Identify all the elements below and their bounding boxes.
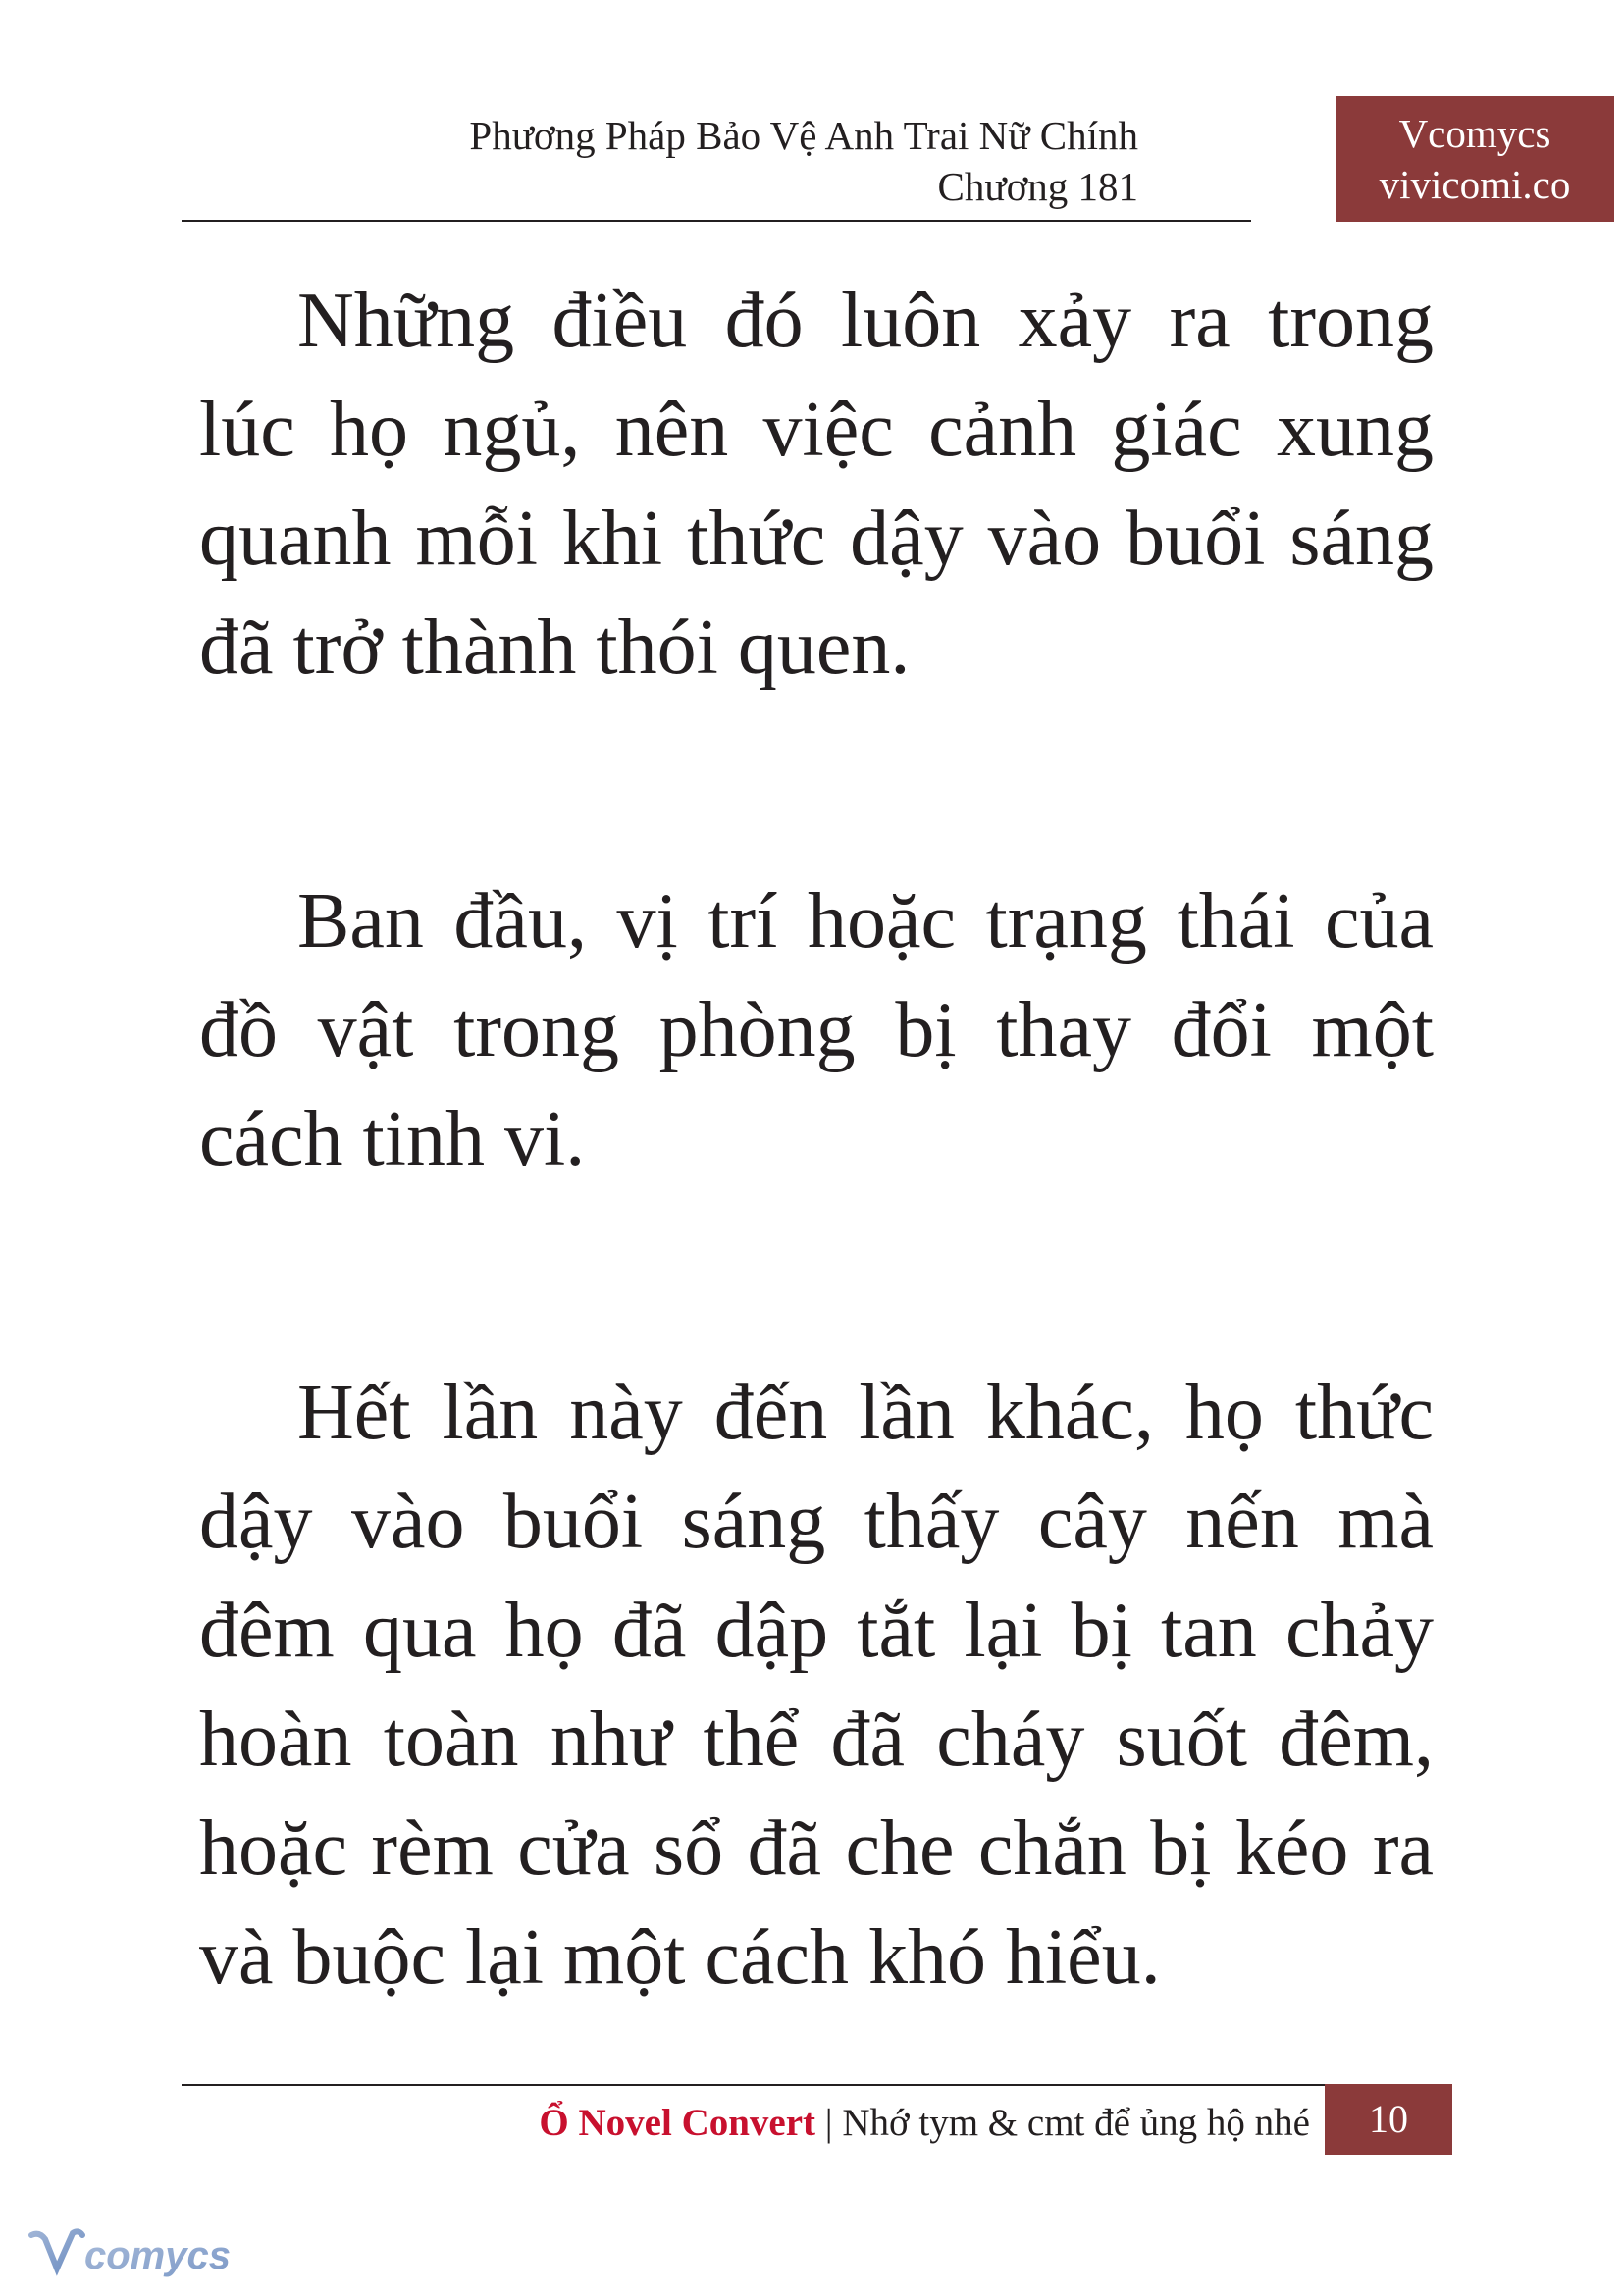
book-title: Phương Pháp Bảo Vệ Anh Trai Nữ Chính — [469, 113, 1138, 158]
footer-brand: Ổ Novel Convert — [539, 2102, 816, 2144]
svg-text:comycs: comycs — [84, 2234, 231, 2277]
paragraph: Những điều đó luôn xảy ra trong lúc họ ngủ, nên việc cảnh giác xung quanh mỗi khi thức dậy vào buổi sáng đã trở thành thói quen. — [199, 278, 1434, 691]
footer-divider — [182, 2084, 1325, 2086]
vcomycs-logo-watermark — [27, 2225, 253, 2284]
footer-message: Nhớ tym & cmt để ủng hộ nhé — [842, 2102, 1310, 2144]
header-divider — [182, 220, 1251, 222]
badge-url: vivicomi.co — [1379, 162, 1571, 207]
page-header — [182, 96, 1571, 222]
chapter-label: Chương 181 — [937, 164, 1138, 209]
footer-line — [539, 2098, 1310, 2149]
page-number: 10 — [1325, 2084, 1452, 2155]
paragraph: Ban đầu, vị trí hoặc trạng thái của đồ vật trong phòng bị thay đổi một cách tinh vi. — [199, 878, 1434, 1182]
badge-name: Vcomycs — [1398, 111, 1551, 156]
site-badge — [1336, 96, 1614, 222]
chapter-body — [199, 267, 1434, 2012]
paragraph: Hết lần này đến lần khác, họ thức dậy vào buổi sáng thấy cây nến mà đêm qua họ đã dập tắt lại bị tan chảy hoàn toàn như thể đã cháy suốt đêm, hoặc rèm cửa sổ đã che chắn bị kéo ra và buộc lại một cách khó hiểu. — [199, 1370, 1434, 2001]
footer-separator: | — [815, 2102, 843, 2144]
page-footer — [182, 2084, 1452, 2155]
logo-v-stroke — [31, 2231, 82, 2269]
header-title-block — [469, 110, 1138, 212]
